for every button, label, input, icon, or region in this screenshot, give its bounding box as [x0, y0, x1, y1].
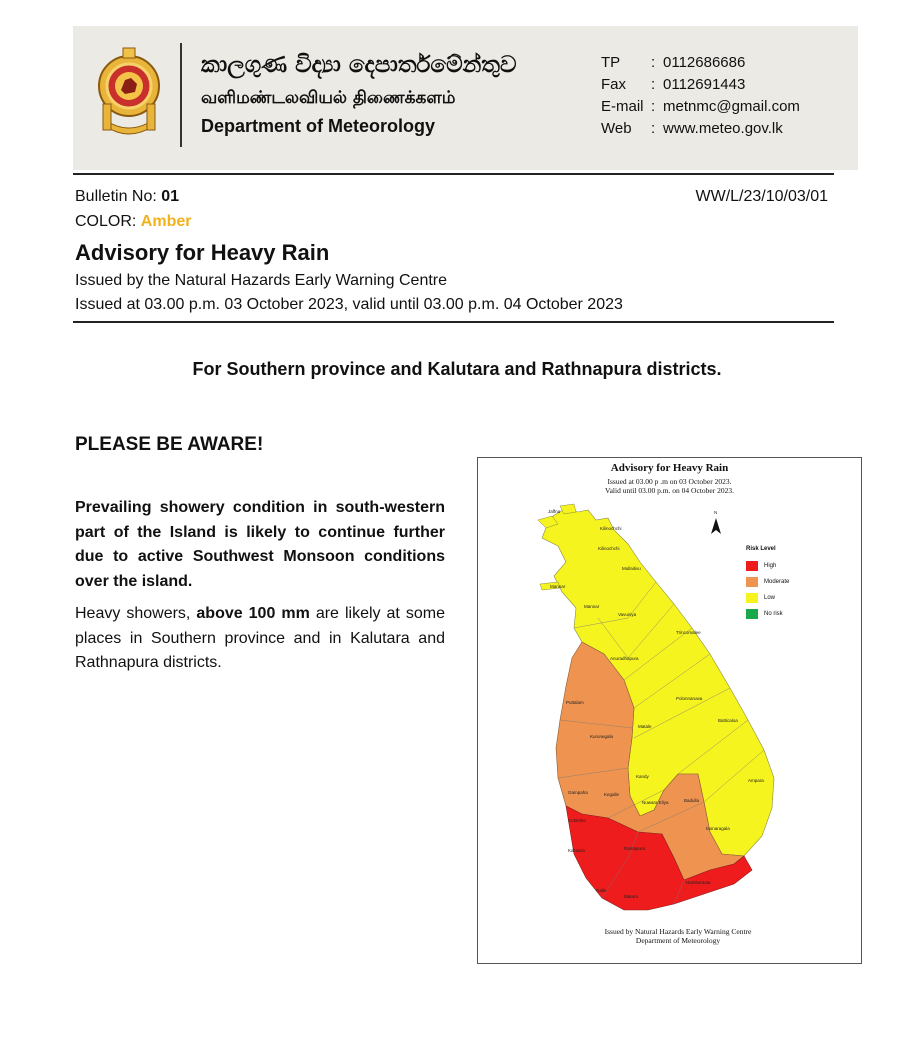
label-kalutara: Kalutara	[568, 848, 585, 853]
label-badulla: Badulla	[684, 798, 700, 803]
org-name-english: Department of Meteorology	[201, 116, 436, 136]
sri-lanka-emblem-icon	[95, 44, 163, 142]
label-puttalam: Puttalam	[566, 700, 584, 705]
label-polonnaruwa: Polonnaruwa	[676, 696, 703, 701]
map-subtitle-valid: Valid until 03.00 p.m. on 04 October 2023.	[605, 486, 734, 495]
paragraph-suffix: are likely at some places in Southern province and in Kalutara and Rathnapura districts.	[75, 605, 446, 671]
region-heading: For Southern province and Kalutara and Rathnapura districts.	[192, 359, 722, 379]
legend-label: Low	[764, 595, 776, 601]
label-hambantota: Hambantota	[686, 880, 711, 885]
map-subtitle-issued: Issued at 03.00 p .m on 03 October 2023.	[607, 477, 732, 486]
label-kurunegala: Kurunegala	[590, 734, 614, 739]
legend-item-low	[746, 590, 789, 606]
issued-by: Issued by the Natural Hazards Early Warning Centre	[75, 272, 448, 289]
sri-lanka-map	[478, 458, 861, 963]
contact-block	[601, 52, 800, 140]
issued-at: Issued at 03.00 p.m. 03 October 2023, valid until 03.00 p.m. 04 October 2023	[75, 296, 623, 313]
contact-value: 0112691443	[663, 76, 746, 93]
bulletin-label: Bulletin No:	[75, 188, 157, 205]
label-colombo: Colombo	[568, 818, 587, 823]
label-ratnapura: Ratnapura	[624, 846, 646, 851]
letterhead	[73, 26, 858, 170]
bulletin-number-value: 01	[161, 188, 180, 205]
label-galle: Galle	[596, 888, 607, 893]
label-mullaitivu: Mullaitivu	[622, 566, 641, 571]
paragraph-prefix: Heavy showers,	[75, 605, 191, 622]
contact-row-web	[601, 118, 800, 140]
legend-item-moderate	[746, 574, 789, 590]
north-arrow-icon	[711, 518, 721, 534]
label-nuwara-eliya: Nuwara Eliya	[642, 800, 669, 805]
north-label: N	[714, 510, 718, 515]
color-label: COLOR:	[75, 213, 137, 230]
legend-label: Moderate	[764, 579, 790, 585]
label-jaffna: Jaffna	[548, 509, 561, 514]
legend-swatch	[746, 577, 758, 587]
label-mannar-2: Mannar	[584, 604, 600, 609]
color-value: Amber	[140, 213, 192, 230]
bulletin-number	[75, 188, 179, 206]
label-matara: Matara	[624, 894, 639, 899]
label-vavuniya: Vavuniya	[618, 612, 637, 617]
label-anuradhapura: Anuradhapura	[610, 656, 639, 661]
label-kilinochchi-2: Kilinochchi	[598, 546, 620, 551]
contact-separator: :	[651, 54, 656, 71]
color-level	[75, 213, 191, 231]
legend-item-no-risk	[746, 606, 789, 622]
legend-label: High	[764, 563, 777, 569]
legend-title: Risk Level	[746, 546, 776, 552]
contact-label: Web	[601, 120, 632, 137]
map-title: Advisory for Heavy Rain	[610, 462, 729, 474]
contact-label: E-mail	[601, 98, 644, 115]
label-monaragala: Monaragala	[706, 826, 730, 831]
org-name-sinhala: කාලගුණ විද්‍යා දෙපාර්තමේන්තුව	[201, 52, 517, 78]
risk-map	[477, 457, 862, 964]
contact-row-fax	[601, 74, 800, 96]
label-kegalle: Kegalle	[604, 792, 620, 797]
label-kilinochchi: Kilinochchi	[600, 526, 622, 531]
contact-value: metnmc@gmail.com	[663, 98, 800, 115]
contact-row-email	[601, 96, 800, 118]
map-footer-department: Department of Meteorology	[635, 936, 721, 945]
contact-label: TP	[601, 54, 621, 71]
bottom-rule	[73, 321, 834, 323]
label-trincomalee: Trincomalee	[676, 630, 701, 635]
top-rule	[73, 173, 834, 175]
legend-swatch	[746, 561, 758, 571]
map-footer-centre: Issued by Natural Hazards Early Warning Centre	[604, 927, 752, 936]
rainfall-amount: above 100 mm	[196, 605, 310, 622]
legend-label: No risk	[764, 611, 783, 617]
advisory-title: Advisory for Heavy Rain	[75, 240, 330, 265]
header-divider	[180, 43, 182, 147]
legend-item-high	[746, 558, 789, 574]
legend-swatch	[746, 593, 758, 603]
bulletin-reference: WW/L/23/10/03/01	[695, 188, 828, 205]
aware-heading: PLEASE BE AWARE!	[75, 434, 264, 455]
label-mannar: Mannar	[550, 584, 566, 589]
contact-value: 0112686686	[663, 54, 746, 71]
label-matale: Matale	[638, 724, 652, 729]
contact-separator: :	[651, 98, 656, 115]
label-batticaloa: Batticaloa	[718, 718, 738, 723]
label-gampaha: Gampaha	[568, 790, 588, 795]
contact-value: www.meteo.gov.lk	[663, 120, 783, 137]
advisory-paragraph	[75, 602, 445, 676]
contact-label: Fax	[601, 76, 627, 93]
label-kandy: Kandy	[636, 774, 649, 779]
label-ampara: Ampara	[748, 778, 764, 783]
contact-separator: :	[651, 120, 656, 137]
contact-separator: :	[651, 76, 656, 93]
org-name-tamil: வளிமண்டலவியல் திணைக்களம்	[201, 88, 456, 108]
advisory-paragraph-bold: Prevailing showery condition in south-western part of the Island is likely to continue further due to active Southwest Monsoon conditions over the island.	[75, 499, 445, 590]
legend-swatch	[746, 609, 758, 619]
map-legend	[746, 546, 789, 622]
contact-row-tp	[601, 52, 800, 74]
